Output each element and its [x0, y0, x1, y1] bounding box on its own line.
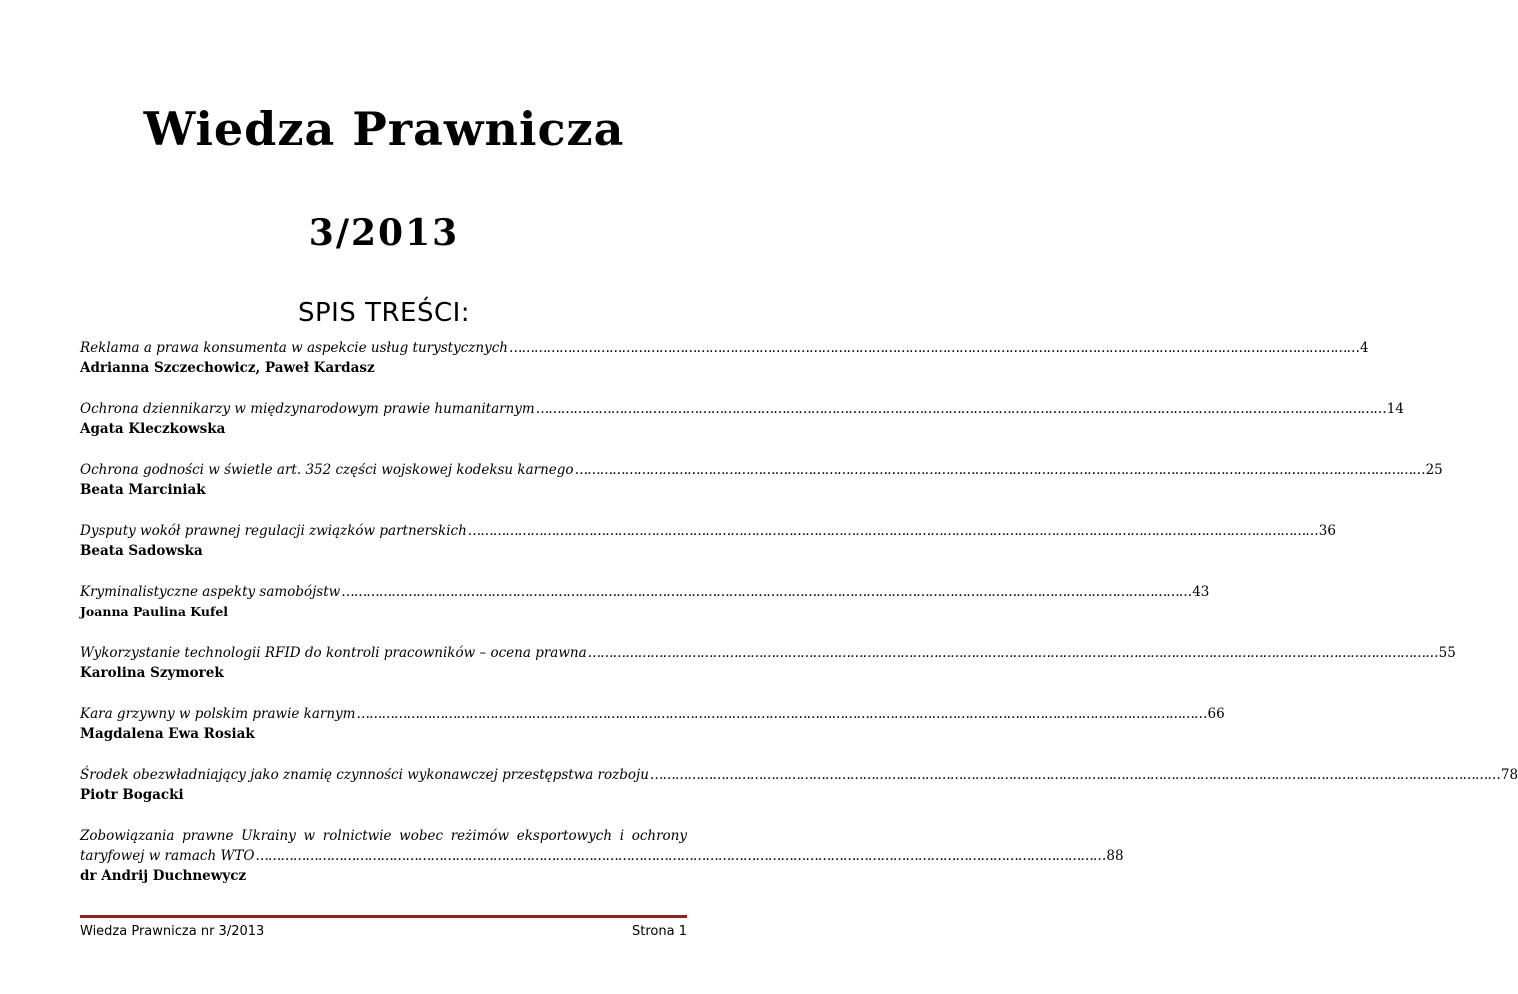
footer-divider [80, 915, 687, 918]
page-number: 55 [1438, 645, 1456, 661]
page-number: 36 [1318, 523, 1336, 539]
article-title[interactable]: Dysputy wokół prawnej regulacji związków partnerskich [80, 523, 467, 539]
article-title[interactable]: Kryminalistyczne aspekty samobójstw [80, 584, 341, 600]
article-title[interactable]: Zobowiązania prawne Ukrainy w rolnictwie wobec reżimów eksportowych i ochrony [80, 828, 687, 844]
dot-leader [255, 846, 1105, 866]
article-title-continued[interactable]: taryfowej w ramach WTO [80, 848, 255, 864]
toc-heading: SPIS TREŚCI: [297, 298, 471, 328]
toc-entry [80, 582, 1210, 622]
toc-entry [80, 826, 1124, 886]
toc-entry [80, 460, 1443, 500]
dot-leader [650, 765, 1500, 785]
article-author: Piotr Bogacki [80, 787, 184, 803]
article-author: Joanna Paulina Kufel [80, 604, 229, 619]
page-number: 88 [1106, 848, 1124, 864]
dot-leader [356, 704, 1206, 724]
article-author: Beata Marciniak [80, 482, 206, 498]
dot-leader [588, 643, 1438, 663]
page-number: 14 [1386, 401, 1404, 417]
article-author: Adrianna Szczechowicz, Paweł Kardasz [80, 360, 375, 376]
article-title[interactable]: Kara grzywny w polskim prawie karnym [80, 706, 356, 722]
table-of-contents [80, 338, 1518, 907]
page-number: 43 [1192, 584, 1210, 600]
toc-entry [80, 338, 1369, 378]
article-title[interactable]: Ochrona dziennikarzy w międzynarodowym prawie humanitarnym [80, 401, 535, 417]
dot-leader [468, 521, 1318, 541]
dot-leader [575, 460, 1425, 480]
page-number: 4 [1359, 340, 1369, 356]
footer-journal-info: Wiedza Prawnicza nr 3/2013 [80, 924, 265, 939]
article-author: Karolina Szymorek [80, 665, 224, 681]
article-author: Agata Kleczkowska [80, 421, 226, 437]
toc-entry [80, 765, 1518, 805]
article-title[interactable]: Reklama a prawa konsumenta w aspekcie usług turystycznych [80, 340, 508, 356]
page-number: 78 [1500, 767, 1518, 783]
article-title[interactable]: Wykorzystanie technologii RFID do kontroli pracowników – ocena prawna [80, 645, 587, 661]
dot-leader [536, 399, 1386, 419]
toc-entry [80, 643, 1456, 683]
article-title[interactable]: Środek obezwładniający jako znamię czynności wykonawczej przestępstwa rozboju [80, 767, 649, 783]
page-number: 66 [1207, 706, 1225, 722]
toc-entry [80, 704, 1225, 744]
toc-entry [80, 521, 1336, 561]
issue-number: 3/2013 [308, 212, 460, 254]
page-number: 25 [1425, 462, 1443, 478]
article-author: Beata Sadowska [80, 543, 203, 559]
dot-leader [509, 338, 1359, 358]
article-title[interactable]: Ochrona godności w świetle art. 352 części wojskowej kodeksu karnego [80, 462, 574, 478]
footer-page-number: Strona 1 [632, 924, 687, 939]
article-author: dr Andrij Duchnewycz [80, 868, 247, 884]
journal-title: Wiedza Prawnicza [143, 102, 625, 156]
toc-entry [80, 399, 1404, 439]
article-author: Magdalena Ewa Rosiak [80, 726, 255, 742]
dot-leader [341, 582, 1191, 602]
